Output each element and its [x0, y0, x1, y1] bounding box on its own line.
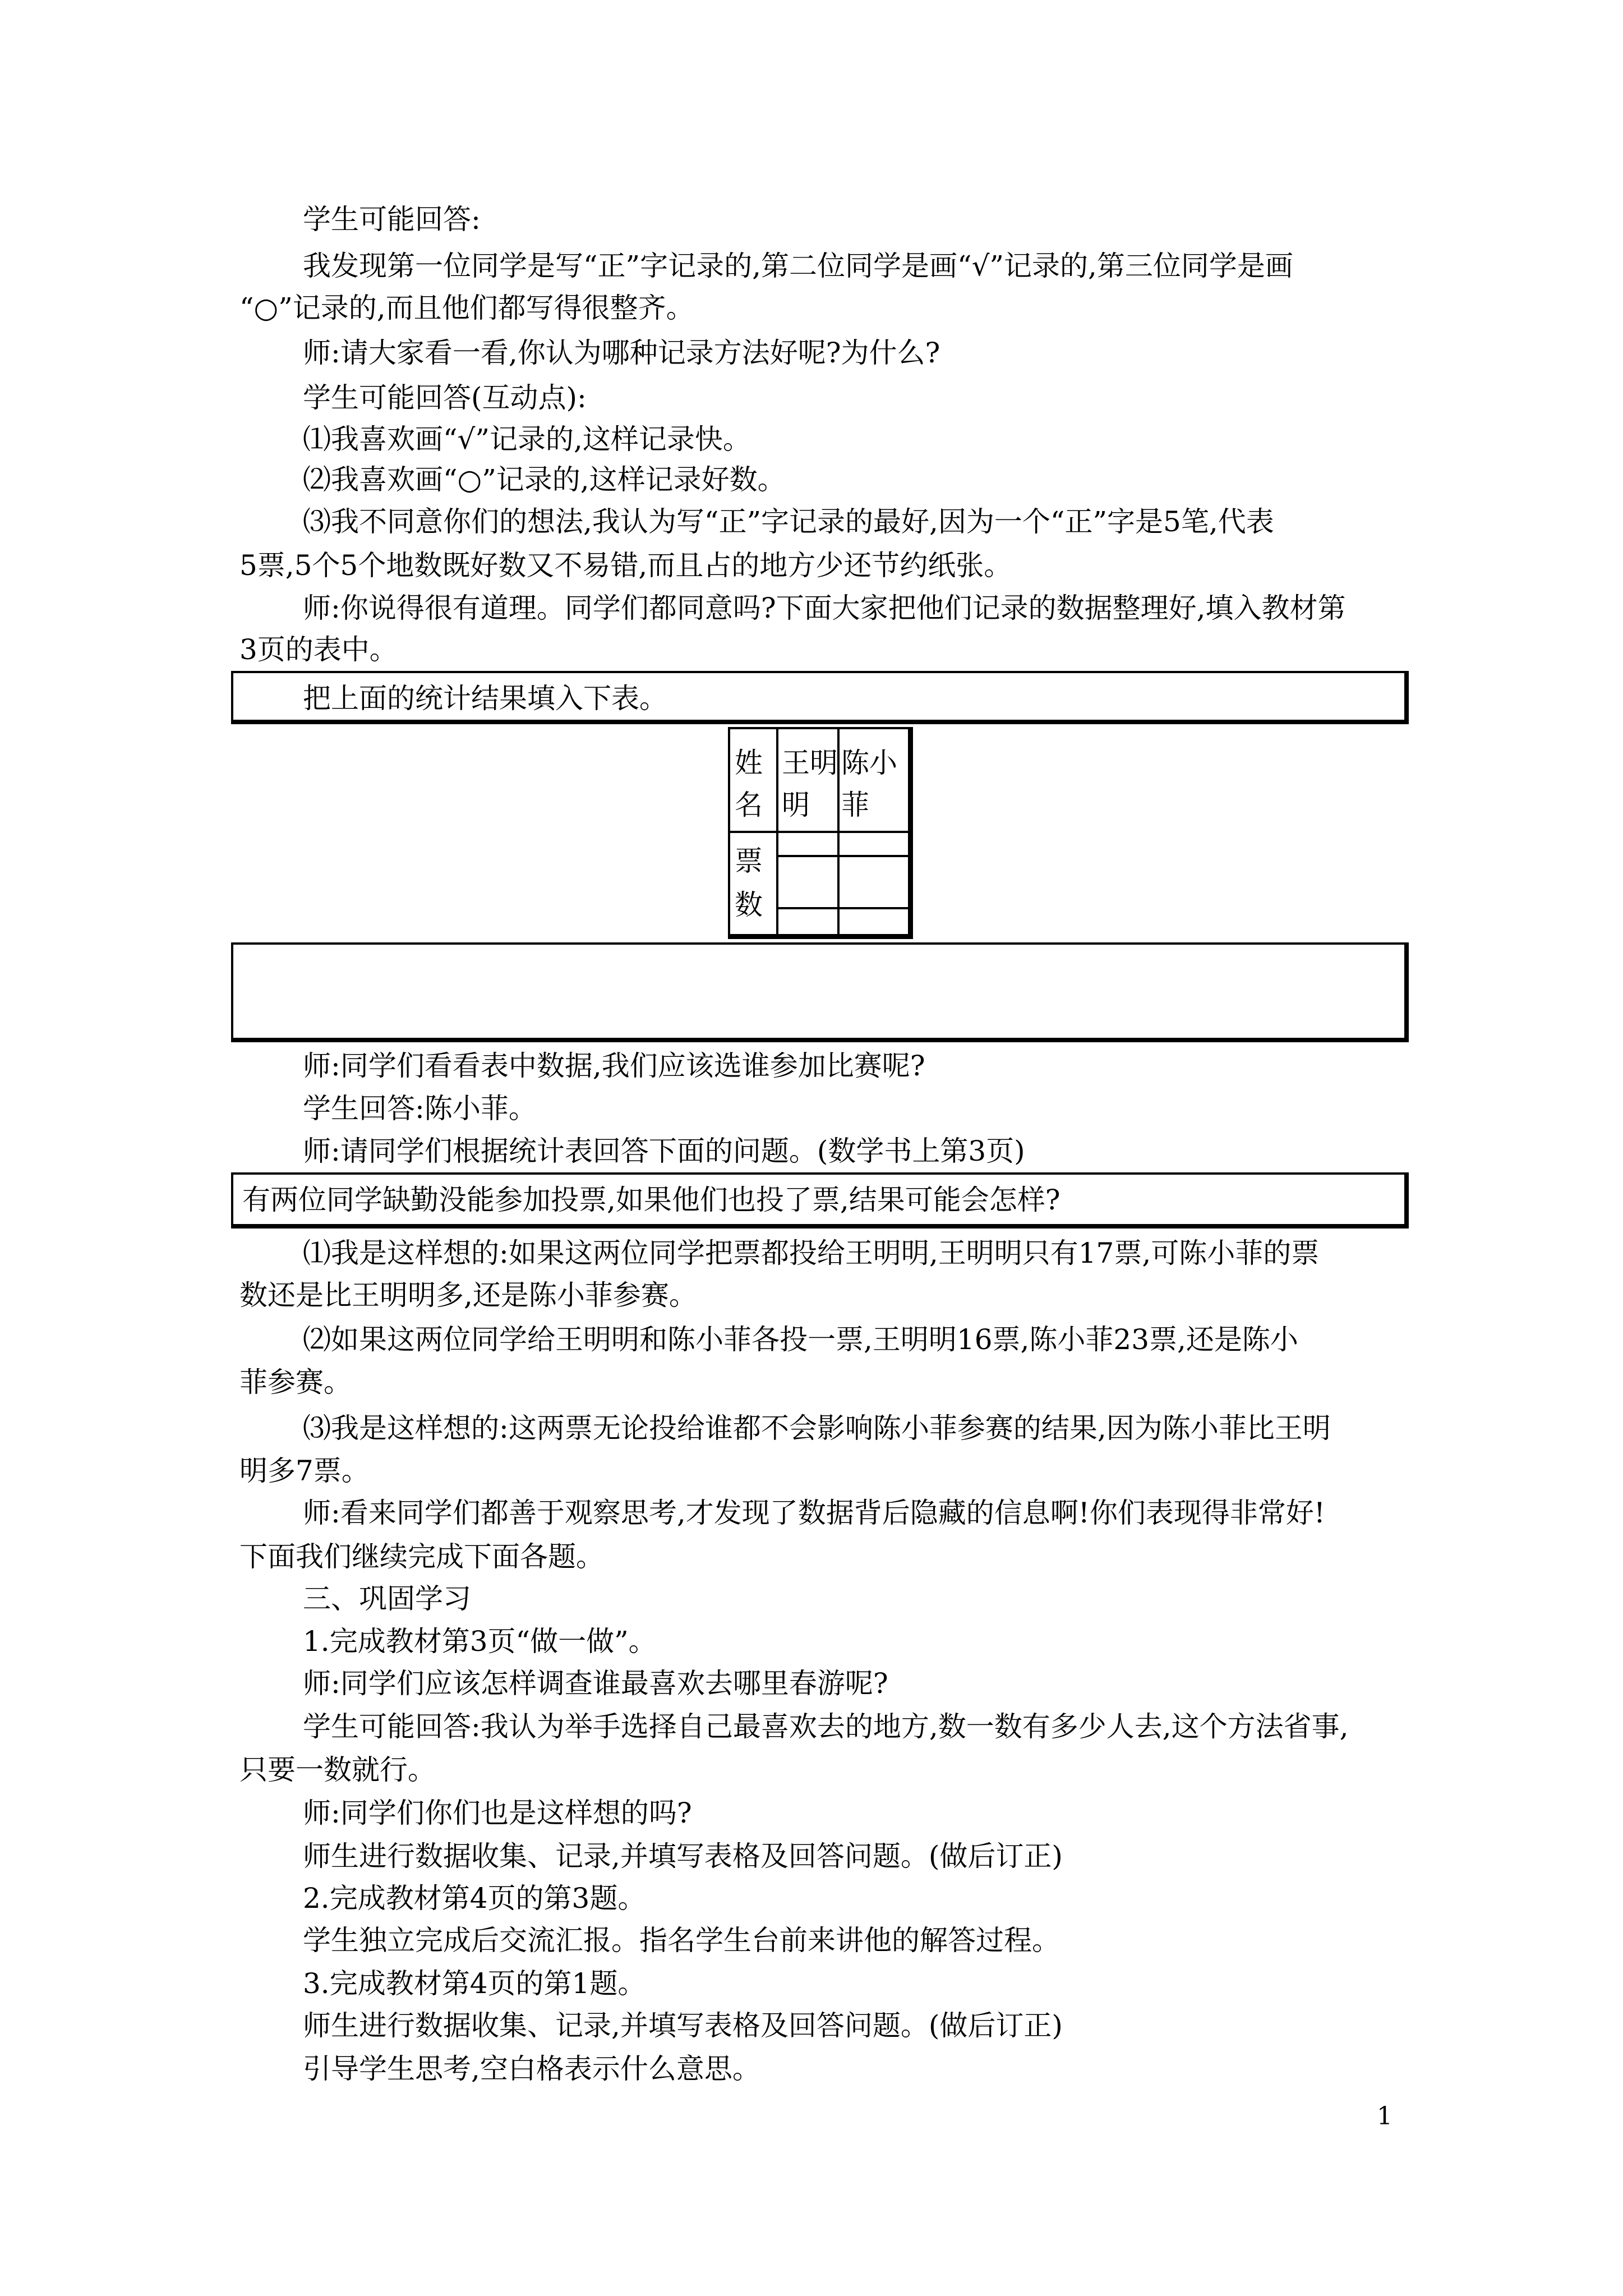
paragraph-line: 学生可能回答: — [303, 203, 481, 236]
paragraph-line: 下面我们继续完成下面各题。 — [239, 1540, 604, 1573]
table-divider — [776, 907, 908, 909]
paragraph-line: “○”记录的,而且他们都写得很整齐。 — [239, 292, 694, 324]
question-box — [231, 1172, 1409, 1228]
paragraph-line: 数还是比王明明多,还是陈小菲参赛。 — [239, 1279, 697, 1312]
paragraph-line: ⑶我不同意你们的想法,我认为写“正”字记录的最好,因为一个“正”字是5笔,代表 — [303, 505, 1274, 538]
paragraph-line: 引导学生思考,空白格表示什么意思。 — [303, 2053, 760, 2085]
table-name-chenxiaofei: 陈小 — [841, 747, 897, 779]
paragraph-line: ⑶我是这样想的:这两票无论投给谁都不会影响陈小菲参赛的结果,因为陈小菲比王明 — [303, 1412, 1331, 1444]
table-header-name: 名 — [735, 789, 763, 821]
paragraph-line: ⑴我是这样想的:如果这两位同学把票都投给王明明,王明明只有17票,可陈小菲的票 — [303, 1237, 1320, 1269]
paragraph-line: 我发现第一位同学是写“正”字记录的,第二位同学是画“√”记录的,第三位同学是画 — [303, 250, 1293, 282]
paragraph-line: 师生进行数据收集、记录,并填写表格及回答问题。(做后订正) — [303, 2009, 1063, 2042]
paragraph-line: 学生可能回答:我认为举手选择自己最喜欢去的地方,数一数有多少人去,这个方法省事, — [303, 1710, 1349, 1743]
question-text: 有两位同学缺勤没能参加投票,如果他们也投了票,结果可能会怎样? — [242, 1184, 1061, 1216]
paragraph-line: 学生回答:陈小菲。 — [303, 1092, 537, 1125]
paragraph-line: 师:同学们看看表中数据,我们应该选谁参加比赛呢? — [303, 1050, 925, 1082]
paragraph-line: 学生可能回答(互动点): — [303, 381, 587, 414]
page-number: 1 — [1377, 2102, 1393, 2131]
table-name-chenxiaofei: 菲 — [841, 789, 869, 821]
paragraph-line: 3.完成教材第4页的第1题。 — [303, 1967, 646, 2000]
section-heading: 三、巩固学习 — [303, 1582, 471, 1615]
paragraph-line: 师:你说得很有道理。同学们都同意吗?下面大家把他们记录的数据整理好,填入教材第 — [303, 592, 1346, 624]
table-row-label-votes: 数 — [735, 889, 763, 921]
paragraph-line: ⑴我喜欢画“√”记录的,这样记录快。 — [303, 423, 751, 455]
paragraph-line: 菲参赛。 — [239, 1366, 352, 1398]
paragraph-line: 2.完成教材第4页的第3题。 — [303, 1882, 646, 1915]
table-name-wangmingming: 王明 — [782, 747, 838, 779]
table-row-label-votes: 票 — [735, 845, 763, 877]
instruction-text: 把上面的统计结果填入下表。 — [303, 682, 667, 715]
empty-answer-box — [231, 942, 1409, 1042]
paragraph-line: 只要一数就行。 — [239, 1754, 436, 1786]
paragraph-line: 明多7票。 — [239, 1455, 370, 1487]
paragraph-line: 师:看来同学们都善于观察思考,才发现了数据背后隐藏的信息啊!你们表现得非常好! — [303, 1497, 1325, 1529]
paragraph-line: 师:请同学们根据统计表回答下面的问题。(数学书上第3页) — [303, 1135, 1025, 1167]
paragraph-line: 师:请大家看一看,你认为哪种记录方法好呢?为什么? — [303, 337, 940, 369]
paragraph-line: 师生进行数据收集、记录,并填写表格及回答问题。(做后订正) — [303, 1840, 1063, 1872]
paragraph-line: 1.完成教材第3页“做一做”。 — [303, 1625, 657, 1658]
paragraph-line: 5票,5个5个地数既好数又不易错,而且占的地方少还节约纸张。 — [239, 549, 1012, 582]
instruction-box — [231, 671, 1409, 724]
paragraph-line: ⑵如果这两位同学给王明明和陈小菲各投一票,王明明16票,陈小菲23票,还是陈小 — [303, 1323, 1298, 1356]
paragraph-line: ⑵我喜欢画“○”记录的,这样记录好数。 — [303, 463, 786, 496]
table-name-wangmingming: 明 — [782, 789, 810, 821]
vote-table — [728, 727, 913, 939]
paragraph-line: 师:同学们应该怎样调查谁最喜欢去哪里春游呢? — [303, 1667, 888, 1700]
paragraph-line: 师:同学们你们也是这样想的吗? — [303, 1797, 692, 1829]
paragraph-line: 学生独立完成后交流汇报。指名学生台前来讲他的解答过程。 — [303, 1924, 1060, 1957]
table-header-name: 姓 — [735, 747, 763, 779]
table-divider — [730, 831, 908, 833]
table-divider — [776, 855, 908, 857]
paragraph-line: 3页的表中。 — [239, 633, 398, 666]
